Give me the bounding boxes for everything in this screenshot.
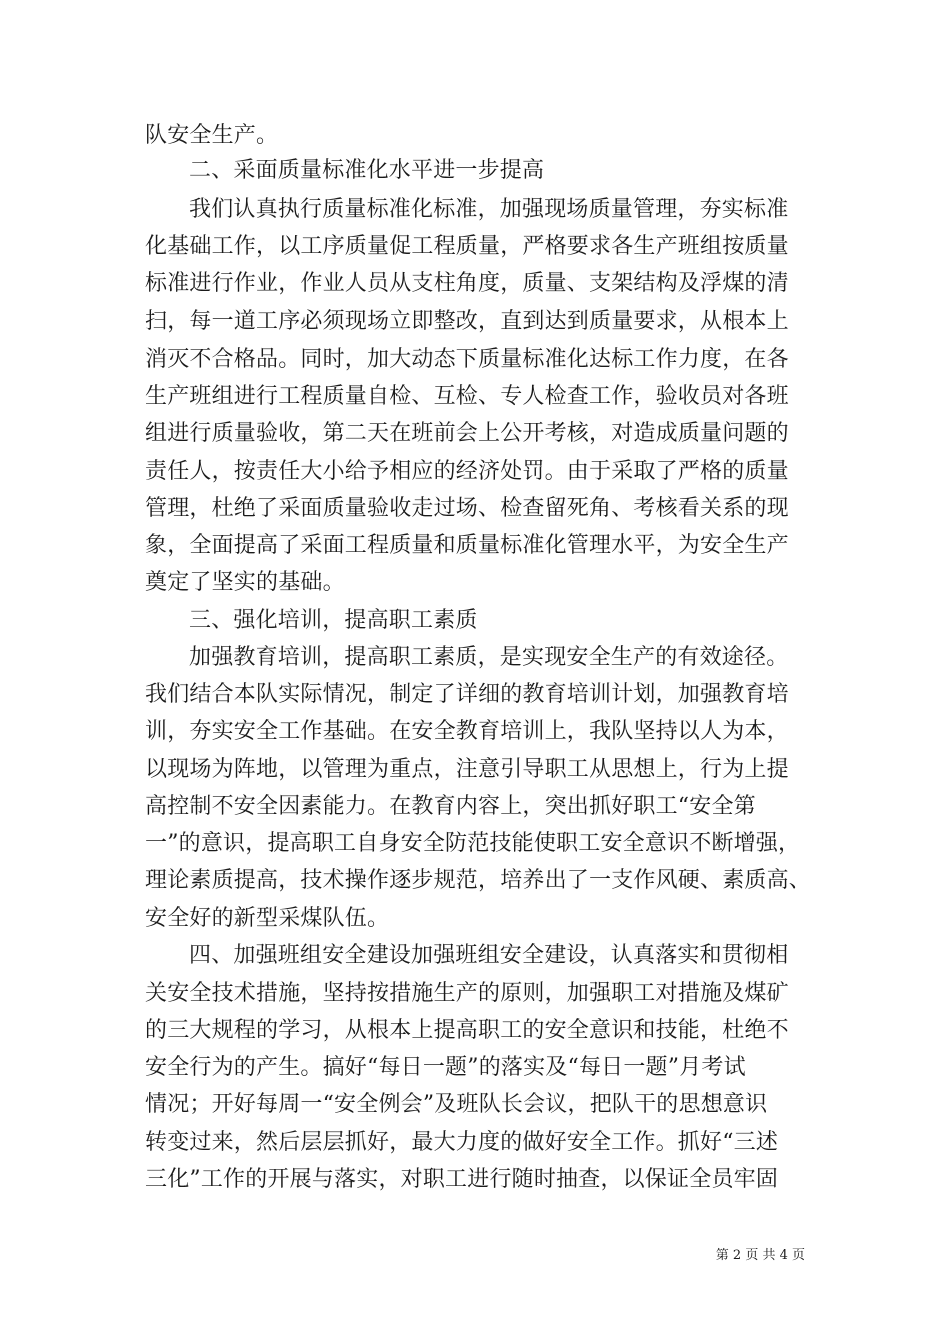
body-text-line: 扫，每一道工序必须现场立即整改，直到达到质量要求，从根本上 xyxy=(145,309,789,334)
body-text-line: 训，夯实安全工作基础。在安全教育培训上，我队坚持以人为本， xyxy=(145,719,789,744)
body-text-line: 安全行为的产生。搞好“每日一题”的落实及“每日一题”月考试 xyxy=(145,1055,746,1080)
body-text-line: 转变过来，然后层层抓好，最大力度的做好安全工作。抓好“三述 xyxy=(145,1130,779,1155)
body-text-line: 安全好的新型采煤队伍。 xyxy=(145,906,390,931)
body-text-line: 以现场为阵地，以管理为重点，注意引导职工从思想上，行为上提 xyxy=(145,757,789,782)
body-text-line: 一”的意识，提高职工自身安全防范技能使职工安全意识不断增强， xyxy=(145,831,801,856)
body-text-line: 奠定了坚实的基础。 xyxy=(145,570,345,595)
body-text-line: 化基础工作，以工序质量促工程质量，严格要求各生产班组按质量 xyxy=(145,234,789,259)
section-heading: 二、采面质量标准化水平进一步提高 xyxy=(189,158,545,183)
body-text-line: 我们结合本队实际情况，制定了详细的教育培训计划，加强教育培 xyxy=(145,682,789,707)
body-text-line: 三化”工作的开展与落实，对职工进行随时抽查，以保证全员牢固 xyxy=(145,1167,779,1192)
page-number-footer: 第 2 页 共 4 页 xyxy=(715,1248,805,1263)
body-text-line: 的三大规程的学习，从根本上提高职工的安全意识和技能，杜绝不 xyxy=(145,1018,789,1043)
body-text-line: 组进行质量验收，第二天在班前会上公开考核，对造成质量问题的 xyxy=(145,421,789,446)
body-text-line: 生产班组进行工程质量自检、互检、专人检查工作，验收员对各班 xyxy=(145,384,789,409)
body-text-line: 队安全生产。 xyxy=(145,123,279,148)
body-text-line: 标准进行作业，作业人员从支柱角度，质量、支架结构及浮煤的清 xyxy=(145,271,789,296)
body-text-line: 高控制不安全因素能力。在教育内容上，突出抓好职工“安全第 xyxy=(145,794,756,819)
body-text-line: 管理，杜绝了采面质量验收走过场、检查留死角、考核看关系的现 xyxy=(145,496,789,521)
body-text-line: 关安全技术措施，坚持按措施生产的原则，加强职工对措施及煤矿 xyxy=(145,981,789,1006)
body-text-line: 我们认真执行质量标准化标准，加强现场质量管理，夯实标准 xyxy=(189,197,789,222)
section-heading: 三、强化培训，提高职工素质 xyxy=(189,608,478,633)
body-text-line: 责任人，按责任大小给予相应的经济处罚。由于采取了严格的质量 xyxy=(145,459,789,484)
body-text-line: 消灭不合格品。同时，加大动态下质量标准化达标工作力度，在各 xyxy=(145,347,789,372)
body-text-line: 理论素质提高，技术操作逐步规范，培养出了一支作风硬、素质高、 xyxy=(145,868,812,893)
body-text-line: 情况；开好每周一“安全例会”及班队长会议，把队干的思想意识 xyxy=(145,1092,768,1117)
body-text-line: 象，全面提高了采面工程质量和质量标准化管理水平，为安全生产 xyxy=(145,533,789,558)
body-text-line: 加强教育培训，提高职工素质，是实现安全生产的有效途径。 xyxy=(189,645,789,670)
section-heading: 四、加强班组安全建设加强班组安全建设，认真落实和贯彻相 xyxy=(189,943,789,968)
